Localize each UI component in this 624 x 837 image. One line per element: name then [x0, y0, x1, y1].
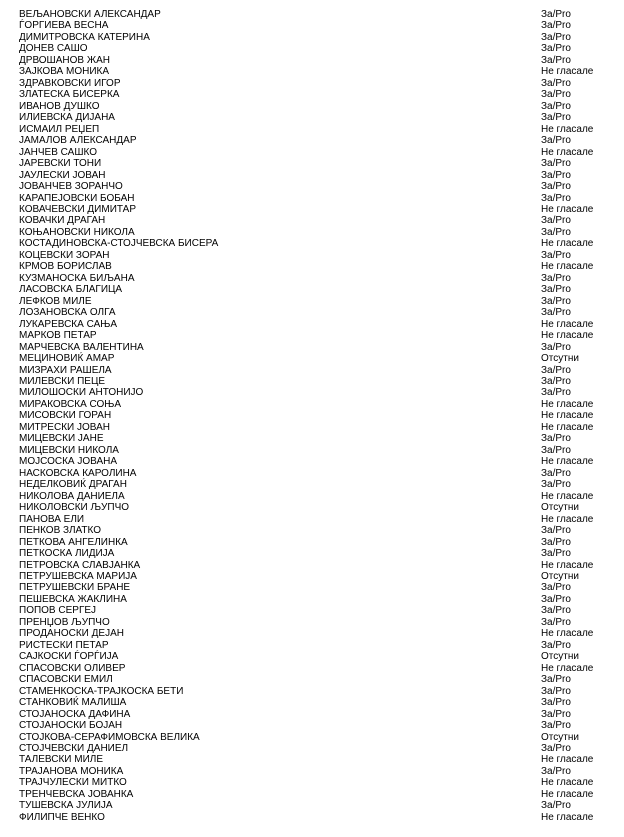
vote-result: За/Pro [541, 685, 571, 697]
member-name: ЛУКАРЕВСКА САЊА [19, 318, 118, 330]
member-name: ДОНЕВ САШО [19, 43, 88, 55]
vote-row [19, 548, 609, 559]
vote-result: За/Pro [541, 284, 571, 296]
vote-row [19, 66, 609, 77]
member-name: МИСОВСКИ ГОРАН [19, 410, 112, 422]
member-name: ЈАНЧЕВ САШКО [19, 146, 98, 158]
vote-result: Не гласале [541, 146, 594, 158]
vote-result: Не гласале [541, 456, 594, 468]
member-name: СТОЈКОВА-СЕРАФИМОВСКА ВЕЛИКА [19, 731, 200, 743]
vote-row [19, 181, 609, 192]
vote-result: Отсутни [541, 353, 579, 365]
vote-result: За/Pro [541, 89, 571, 101]
vote-result: Не гласале [541, 628, 594, 640]
vote-result: За/Pro [541, 708, 571, 720]
member-name: ПЕШЕВСКА ЖАКЛИНА [19, 593, 127, 605]
vote-row [19, 43, 609, 54]
vote-result: Отсутни [541, 651, 579, 663]
member-name: МИЦЕВСКИ ЈАНЕ [19, 433, 104, 445]
member-name: МОЈСОСКА ЈОВАНА [19, 456, 118, 468]
vote-result: За/Pro [541, 467, 571, 479]
member-name: ПЕТРУШЕВСКА МАРИЈА [19, 570, 137, 582]
member-name: ТРАЈАНОВА МОНИКА [19, 765, 124, 777]
vote-result: Не гласале [541, 811, 594, 823]
member-name: ПОПОВ СЕРГЕЈ [19, 605, 97, 617]
member-name: ИЛИЕВСКА ДИЈАНА [19, 112, 115, 124]
vote-row [19, 101, 609, 112]
member-name: НИКОЛОВА ДАНИЕЛА [19, 490, 125, 502]
vote-row [19, 709, 609, 720]
vote-row [19, 732, 609, 743]
vote-result: Не гласале [541, 203, 594, 215]
vote-result: За/Pro [541, 341, 571, 353]
vote-row [19, 651, 609, 662]
vote-row [19, 9, 609, 20]
member-name: ПЕТРОВСКА СЛАВЈАНКА [19, 559, 141, 571]
vote-row [19, 250, 609, 261]
vote-result: Не гласале [541, 662, 594, 674]
vote-result: Отсутни [541, 731, 579, 743]
vote-result: Не гласале [541, 559, 594, 571]
vote-result: Не гласале [541, 421, 594, 433]
member-name: МИЦЕВСКИ НИКОЛА [19, 444, 119, 456]
vote-row [19, 32, 609, 43]
vote-row [19, 697, 609, 708]
member-name: ТРЕНЧЕВСКА ЈОВАНКА [19, 788, 134, 800]
vote-row [19, 193, 609, 204]
member-name: РИСТЕСКИ ПЕТАР [19, 639, 109, 651]
vote-result: За/Pro [541, 548, 571, 560]
member-name: ЃОРГИЕВА ВЕСНА [19, 20, 109, 32]
member-name: ПЕНКОВ ЗЛАТКО [19, 525, 101, 537]
vote-row [19, 376, 609, 387]
vote-result: За/Pro [541, 31, 571, 43]
vote-row [19, 353, 609, 364]
vote-result: За/Pro [541, 800, 571, 812]
vote-result: За/Pro [541, 100, 571, 112]
vote-result: За/Pro [541, 272, 571, 284]
vote-result: За/Pro [541, 364, 571, 376]
member-name: КАРАПЕЈОВСКИ БОБАН [19, 192, 135, 204]
vote-row [19, 330, 609, 341]
member-name: ДИМИТРОВСКА КАТЕРИНА [19, 31, 150, 43]
vote-row [19, 777, 609, 788]
vote-result: За/Pro [541, 743, 571, 754]
vote-result: Не гласале [541, 410, 594, 422]
member-name: ЛЕФКОВ МИЛЕ [19, 295, 92, 307]
vote-row [19, 365, 609, 376]
member-name: САЈКОСКИ ЃОРЃИЈА [19, 651, 119, 663]
member-name: МЕЦИНОВИЌ АМАР [19, 353, 115, 365]
member-name: ДРВОШАНОВ ЖАН [19, 54, 110, 66]
vote-row [19, 296, 609, 307]
member-name: ЛАСОВСКА БЛАГИЦА [19, 284, 123, 296]
vote-row [19, 445, 609, 456]
vote-row [19, 766, 609, 777]
vote-row [19, 686, 609, 697]
vote-result: За/Pro [541, 249, 571, 261]
vote-result: За/Pro [541, 54, 571, 66]
member-name: НАСКОВСКА КАРОЛИНА [19, 467, 137, 479]
vote-row [19, 89, 609, 100]
vote-row [19, 20, 609, 31]
vote-row [19, 147, 609, 158]
vote-row [19, 674, 609, 685]
member-name: ПРОДАНОСКИ ДЕЈАН [19, 628, 124, 640]
vote-result: За/Pro [541, 720, 571, 732]
member-name: МИЛОШОСКИ АНТОНИЈО [19, 387, 144, 399]
member-name: НИКОЛОВСКИ ЉУПЧО [19, 502, 130, 514]
vote-row [19, 399, 609, 410]
member-name: ПАНОВА ЕЛИ [19, 513, 85, 525]
member-name: КОВАЧКИ ДРАГАН [19, 215, 106, 227]
vote-result: За/Pro [541, 112, 571, 124]
member-name: ФИЛИПЧЕ ВЕНКО [19, 811, 105, 823]
vote-row [19, 387, 609, 398]
vote-result: За/Pro [541, 43, 571, 55]
vote-result: Не гласале [541, 513, 594, 525]
vote-row [19, 720, 609, 731]
vote-result: За/Pro [541, 215, 571, 227]
member-name: ПЕТКОВА АНГЕЛИНКА [19, 536, 128, 548]
member-name: ТРАЈЧУЛЕСКИ МИТКО [19, 777, 127, 789]
vote-result: Не гласале [541, 398, 594, 410]
vote-row [19, 605, 609, 616]
vote-row [19, 582, 609, 593]
vote-row [19, 514, 609, 525]
member-name: ЛОЗАНОВСКА ОЛГА [19, 307, 116, 319]
vote-row [19, 342, 609, 353]
vote-row [19, 663, 609, 674]
vote-row [19, 307, 609, 318]
vote-row [19, 433, 609, 444]
vote-row [19, 812, 609, 823]
vote-row [19, 594, 609, 605]
vote-result: За/Pro [541, 765, 571, 777]
vote-row [19, 617, 609, 628]
member-name: КОВАЧЕВСКИ ДИМИТАР [19, 203, 136, 215]
vote-row [19, 261, 609, 272]
vote-result: За/Pro [541, 295, 571, 307]
member-name: ВЕЉАНОВСКИ АЛЕКСАНДАР [19, 9, 161, 20]
vote-row [19, 502, 609, 513]
member-name: КОЊАНОВСКИ НИКОЛА [19, 226, 135, 238]
member-name: ЗАЈКОВА МОНИКА [19, 66, 109, 78]
vote-result: Не гласале [541, 490, 594, 502]
vote-result: За/Pro [541, 697, 571, 709]
vote-result: За/Pro [541, 307, 571, 319]
vote-row [19, 754, 609, 765]
vote-row [19, 204, 609, 215]
vote-result: Не гласале [541, 318, 594, 330]
vote-row [19, 284, 609, 295]
vote-result: Отсутни [541, 502, 579, 514]
vote-row [19, 319, 609, 330]
vote-result: За/Pro [541, 20, 571, 32]
vote-result: За/Pro [541, 387, 571, 399]
vote-result: За/Pro [541, 444, 571, 456]
vote-row [19, 537, 609, 548]
vote-row [19, 640, 609, 651]
vote-row [19, 628, 609, 639]
vote-row [19, 135, 609, 146]
vote-result: За/Pro [541, 605, 571, 617]
vote-row [19, 491, 609, 502]
vote-row [19, 422, 609, 433]
member-name: МАРЧЕВСКА ВАЛЕНТИНА [19, 341, 144, 353]
vote-row [19, 78, 609, 89]
member-name: МИЛЕВСКИ ПЕЦЕ [19, 376, 106, 387]
member-name: ПЕТРУШЕВСКИ БРАНЕ [19, 582, 131, 594]
member-name: ПРЕНЏОВ ЉУПЧО [19, 616, 110, 628]
member-name: ЈАУЛЕСКИ ЈОВАН [19, 169, 106, 181]
vote-row [19, 227, 609, 238]
vote-result: За/Pro [541, 376, 571, 387]
member-name: СТОЈЧЕВСКИ ДАНИЕЛ [19, 743, 129, 754]
member-name: СПАСОВСКИ ОЛИВЕР [19, 662, 126, 674]
member-name: СТОЈАНОСКА ДАФИНА [19, 708, 131, 720]
member-name: КОЦЕВСКИ ЗОРАН [19, 249, 110, 261]
vote-result: За/Pro [541, 226, 571, 238]
member-name: ЈОВАНЧЕВ ЗОРАНЧО [19, 181, 123, 193]
vote-row [19, 273, 609, 284]
vote-row [19, 112, 609, 123]
member-name: КРМОВ БОРИСЛАВ [19, 261, 112, 273]
vote-row [19, 800, 609, 811]
vote-list [19, 9, 609, 823]
member-name: КОСТАДИНОВСКА-СТОЈЧЕВСКА БИСЕРА [19, 238, 219, 250]
vote-row [19, 743, 609, 754]
vote-result: За/Pro [541, 192, 571, 204]
member-name: СТОЈАНОСКИ БОЈАН [19, 720, 123, 732]
vote-row [19, 238, 609, 249]
member-name: ИВАНОВ ДУШКО [19, 100, 100, 112]
vote-result: Не гласале [541, 238, 594, 250]
vote-row [19, 410, 609, 421]
vote-row [19, 215, 609, 226]
vote-row [19, 479, 609, 490]
vote-row [19, 158, 609, 169]
member-name: НЕДЕЛКОВИЌ ДРАГАН [19, 479, 127, 491]
member-name: КУЗМАНОСКА БИЉАНА [19, 272, 135, 284]
member-name: ЈАРЕВСКИ ТОНИ [19, 158, 102, 170]
member-name: ЈАМАЛОВ АЛЕКСАНДАР [19, 135, 137, 147]
vote-result: За/Pro [541, 158, 571, 170]
vote-result: За/Pro [541, 616, 571, 628]
vote-row [19, 468, 609, 479]
vote-row [19, 560, 609, 571]
member-name: ТАЛЕВСКИ МИЛЕ [19, 754, 103, 766]
vote-result: За/Pro [541, 169, 571, 181]
vote-row [19, 456, 609, 467]
vote-result: Не гласале [541, 330, 594, 342]
member-name: МАРКОВ ПЕТАР [19, 330, 97, 342]
member-name: МИТРЕСКИ ЈОВАН [19, 421, 110, 433]
vote-row [19, 124, 609, 135]
member-name: МИЗРАХИ РАШЕЛА [19, 364, 112, 376]
vote-row [19, 525, 609, 536]
vote-result: За/Pro [541, 639, 571, 651]
member-name: ПЕТКОСКА ЛИДИЈА [19, 548, 115, 560]
member-name: СТАНКОВИЌ МАЛИША [19, 697, 127, 709]
vote-result: За/Pro [541, 582, 571, 594]
member-name: МИРАКОВСКА СОЊА [19, 398, 122, 410]
vote-row [19, 170, 609, 181]
vote-result: За/Pro [541, 9, 571, 20]
member-name: ИСМАИЛ РЕЏЕП [19, 123, 100, 135]
vote-result: Не гласале [541, 788, 594, 800]
vote-row [19, 571, 609, 582]
vote-result: Отсутни [541, 570, 579, 582]
vote-result: За/Pro [541, 433, 571, 445]
vote-result: Не гласале [541, 261, 594, 273]
vote-result: За/Pro [541, 135, 571, 147]
vote-result: Не гласале [541, 66, 594, 78]
member-name: СТАМЕНКОСКА-ТРАЈКОСКА БЕТИ [19, 685, 184, 697]
vote-row [19, 789, 609, 800]
member-name: СПАСОВСКИ ЕМИЛ [19, 674, 113, 686]
member-name: ЗЛАТЕСКА БИСЕРКА [19, 89, 120, 101]
vote-result: За/Pro [541, 536, 571, 548]
vote-result: За/Pro [541, 181, 571, 193]
vote-result: Не гласале [541, 777, 594, 789]
vote-result: За/Pro [541, 593, 571, 605]
vote-result: За/Pro [541, 479, 571, 491]
vote-result: За/Pro [541, 77, 571, 89]
vote-result: Не гласале [541, 754, 594, 766]
vote-result: Не гласале [541, 123, 594, 135]
member-name: ТУШЕВСКА ЈУЛИЈА [19, 800, 113, 812]
member-name: ЗДРАВКОВСКИ ИГОР [19, 77, 121, 89]
vote-result: За/Pro [541, 525, 571, 537]
vote-result: За/Pro [541, 674, 571, 686]
vote-row [19, 55, 609, 66]
